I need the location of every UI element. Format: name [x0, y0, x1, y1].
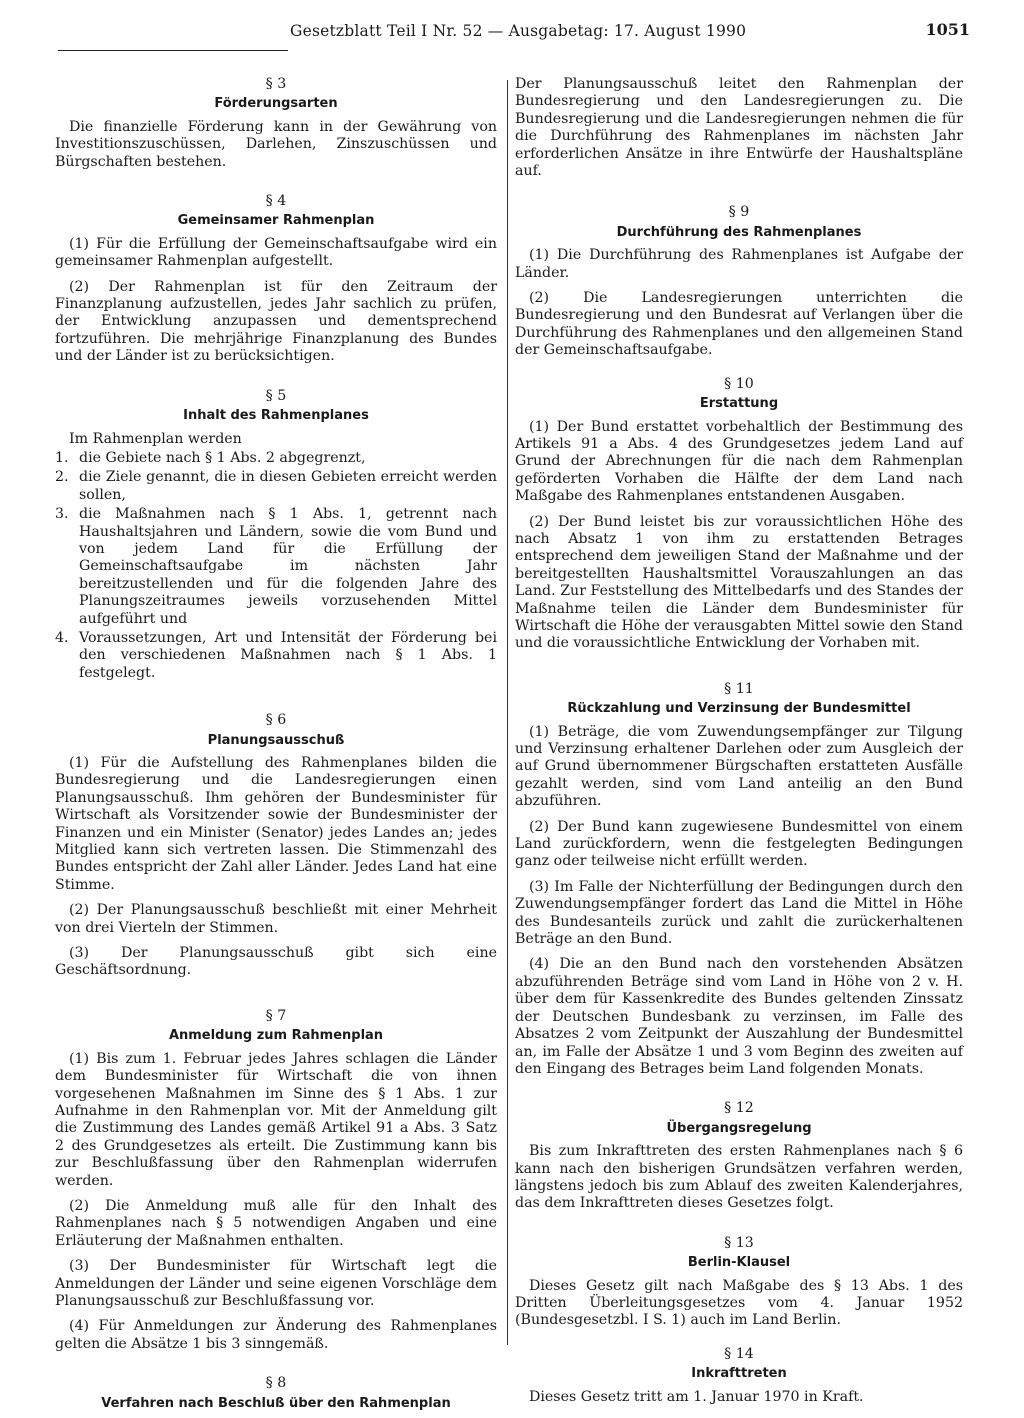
paragraph: (2) Der Bund leistet bis zur voraussichtlichen Höhe des nach Absatz 1 von ihm zu erstattenden Betrages entsprechend dem jeweiligen Stand der Maßnahme und der bereitgestellten Haushaltsmittel Vorauszahlungen an das Land. Zur Feststellung des Mittelbedarfs und des Standes der Maßnahme teilen die Länder dem Bundesminister für Wirtschaft die Höhe der verausgabten Mittel sowie den Stand und die voraussichtliche Entwicklung der Vorhaben mit.: [515, 513, 963, 652]
section-8: [55, 1375, 497, 1412]
section-10: [515, 376, 963, 653]
page-number: 1051: [925, 20, 970, 39]
section-title: Inhalt des Rahmenplanes: [183, 408, 369, 424]
paragraph: (3) Im Falle der Nichterfüllung der Bedingungen durch den Zuwendungsempfänger fordert das Land die Mittel in Höhe des Bundesanteils zurück und zahlt die zurückerhaltenen Beträge an den Bund.: [515, 878, 963, 948]
paragraph: (2) Die Landesregierungen unterrichten die Bundesregierung und den Bundesrat auf Verlangen über die Durchführung des Rahmenplanes und den allgemeinen Stand der Gemeinschaftsaufgabe.: [515, 290, 963, 359]
section-title: Verfahren nach Beschluß über den Rahmenplan: [101, 1395, 451, 1411]
right-column: [515, 76, 963, 1414]
section-title: Durchführung des Rahmenplanes: [616, 224, 862, 240]
section-number: § 9: [728, 204, 750, 221]
section-number: § 4: [265, 193, 287, 210]
section-title: Inkrafttreten: [691, 1366, 787, 1382]
paragraph: (1) Für die Erfüllung der Gemeinschaftsaufgabe wird ein gemeinsamer Rahmenplan aufgestellt.: [55, 235, 497, 270]
section-12: [515, 1100, 963, 1212]
section-title: Förderungsarten: [214, 96, 338, 112]
header-title: Gesetzblatt Teil I Nr. 52 — Ausgabetag: 17. August 1990: [290, 22, 747, 40]
list-number: 4.: [55, 629, 69, 646]
section-number: § 6: [265, 712, 287, 729]
paragraph: (2) Der Rahmenplan ist für den Zeitraum der Finanzplanung aufzustellen, jedes Jahr sachlich zu prüfen, der Entwicklung anzupassen und dementsprechend fortzuführen. Die mehrjährige Finanzplanung des Bundes und der Länder ist zu berücksichtigen.: [55, 278, 497, 365]
section-9: [515, 204, 963, 359]
section-title: Übergangsregelung: [666, 1120, 812, 1136]
section-title: Berlin-Klausel: [687, 1255, 791, 1271]
section-11: [515, 681, 963, 1079]
section-number: § 13: [724, 1234, 754, 1251]
list-text: Voraussetzungen, Art und Intensität der Förderung bei den verschiedenen Maßnahmen nach § 1 Abs. 1 festgelegt.: [79, 629, 497, 681]
numbered-list: [55, 450, 497, 682]
list-intro: Im Rahmenplan werden: [69, 430, 242, 447]
paragraph: Dieses Gesetz tritt am 1. Januar 1970 in Kraft.: [529, 1388, 864, 1405]
paragraph: (1) Für die Aufstellung des Rahmenplanes bilden die Bundesregierung und die Landesregierungen einen Planungsausschuß. Ihm gehören der Bundesminister für Wirtschaft als Vorsitzender sowie der Bundesminister der Finanzen und ein Minister (Senator) jedes Landes an; jedes Mitglied kann sich vertreten lassen. Die Stimmenzahl des Bundes entspricht der Zahl aller Länder. Jedes Land hat eine Stimme.: [55, 755, 497, 893]
section-number: § 12: [724, 1100, 754, 1117]
section-title: Rückzahlung und Verzinsung der Bundesmittel: [567, 701, 911, 717]
paragraph: (3) Der Planungsausschuß gibt sich eine Geschäftsordnung.: [55, 945, 497, 979]
section-number: § 5: [265, 387, 287, 404]
section-number: § 10: [724, 375, 754, 392]
section-number: § 14: [724, 1345, 754, 1362]
paragraph: Bis zum Inkrafttreten des ersten Rahmenplanes nach § 6 kann nach den bisherigen Grundsätzen verfahren werden, längstens jedoch bis zum Ablauf des zweiten Kalenderjahres, das dem Inkrafttreten dieses Gesetzes folgt.: [515, 1143, 963, 1212]
section-number: § 3: [265, 76, 287, 92]
list-text: die Ziele genannt, die in diesen Gebieten erreicht werden sollen,: [79, 469, 497, 503]
section-5: [55, 388, 497, 683]
list-number: 2.: [55, 469, 69, 486]
paragraph: (2) Der Bund kann zugewiesene Bundesmittel von einem Land zurückfordern, wenn die festgelegten Bedingungen ganz oder teilweise nicht erfüllt werden.: [515, 818, 963, 870]
section-number: § 11: [724, 680, 754, 697]
list-item: [55, 450, 497, 467]
list-text: die Gebiete nach § 1 Abs. 2 abgegrenzt,: [79, 449, 366, 466]
paragraph: (1) Bis zum 1. Februar jedes Jahres schlagen die Länder dem Bundesminister für Wirtschaft die von ihnen vorgesehenen Maßnahmen im Sinne des § 1 Abs. 1 zur Aufnahme in den Rahmenplan vor. Mit der Anmeldung gilt die Zustimmung des Landes gemäß Artikel 91 a Abs. 3 Satz 2 des Grundgesetzes als erteilt. Die Zustimmung kann bis zur Beschlußfassung über den Rahmenplan widerrufen werden.: [55, 1050, 497, 1189]
list-item: [55, 469, 497, 504]
header-rule: [58, 50, 288, 51]
section-title: Planungsausschuß: [207, 732, 345, 748]
section-number: § 7: [265, 1007, 287, 1024]
section-13: [515, 1235, 963, 1330]
paragraph: (1) Der Bund erstattet vorbehaltlich der Bestimmung des Artikels 91 a Abs. 4 des Grundgesetzes jedem Land auf Grund der Abrechnungen für die nach dem Rahmenplan geförderten Vorhaben die Hälfte der dem Land nach Maßgabe des Rahmenplanes entstandenen Ausgaben.: [515, 418, 963, 505]
section-title: Gemeinsamer Rahmenplan: [177, 213, 375, 229]
paragraph: (2) Die Anmeldung muß alle für den Inhalt des Rahmenplanes nach § 5 notwendigen Angaben und eine Erläuterung der Maßnahmen enthalten.: [55, 1197, 497, 1249]
paragraph: (1) Beträge, die vom Zuwendungsempfänger zur Tilgung und Verzinsung erhaltener Darlehen oder zum Ausgleich der auf Grund übernommener Bürgschaften erstatteten Ausfälle gezahlt werden, sind vom Land anteilig an den Bund abzuführen.: [515, 723, 963, 810]
section-7: [55, 1008, 497, 1353]
page-header: [58, 20, 970, 54]
paragraph-s8: Der Planungsausschuß leitet den Rahmenplan der Bundesregierung und den Landesregierungen zu. Die Bundesregierung und die Landesregierungen nehmen die für die Durchführung des Rahmenplanes im nächsten Jahr erforderlichen Ansätze in ihre Entwürfe der Haushaltspläne auf.: [515, 76, 963, 180]
paragraph: (4) Für Anmeldungen zur Änderung des Rahmenplanes gelten die Absätze 1 bis 3 sinngemäß.: [55, 1318, 497, 1352]
section-3: [55, 76, 497, 171]
section-number: § 8: [265, 1375, 287, 1392]
list-number: 1.: [55, 449, 69, 466]
list-item: [55, 630, 497, 682]
section-6: [55, 712, 497, 980]
paragraph: (1) Die Durchführung des Rahmenplanes ist Aufgabe der Länder.: [515, 247, 963, 281]
section-4: [55, 193, 497, 366]
paragraph: (4) Die an den Bund nach den vorstehenden Absätzen abzuführenden Beträge sind vom Land in Höhe von 2 v. H. über dem für Kassenkredite des Bundes geltenden Zinssatz der Deutschen Bundesbank zu verzinsen, im Falle des Absatzes 2 vom Zeitpunkt der Auszahlung der Bundesmittel an, im Falle der Absätze 1 und 3 vom Beginn des zweiten auf den Eingang des Betrages beim Land folgenden Monats.: [515, 956, 963, 1077]
list-item: [55, 506, 497, 628]
section-title: Erstattung: [699, 396, 779, 412]
list-text: die Maßnahmen nach § 1 Abs. 1, getrennt nach Haushaltsjahren und Ländern, sowie die vom Bund und von jedem Land für die Erfüllung der Gemeinschaftsaufgabe im nächsten Jahr bereitzustellenden und für die folgenden Jahre des Planungszeitraumes jeweils vorzusehenden Mittel aufgeführt und: [79, 506, 497, 627]
paragraph: Dieses Gesetz gilt nach Maßgabe des § 13 Abs. 1 des Dritten Überleitungsgesetzes vom 4. Januar 1952 (Bundesgesetzbl. I S. 1) auch im Land Berlin.: [515, 1277, 963, 1329]
section-14: [515, 1346, 963, 1406]
paragraph: (3) Der Bundesminister für Wirtschaft legt die Anmeldungen der Länder und seine eigenen Vorschläge dem Planungsausschuß zur Beschlußfassung vor.: [55, 1258, 497, 1309]
list-number: 3.: [55, 506, 69, 523]
left-column: [55, 76, 497, 1418]
section-title: Anmeldung zum Rahmenplan: [168, 1028, 384, 1044]
paragraph: Die finanzielle Förderung kann in der Gewährung von Investitionszuschüssen, Darlehen, Zinszuschüssen und Bürgschaften bestehen.: [55, 118, 497, 170]
paragraph: (2) Der Planungsausschuß beschließt mit einer Mehrheit von drei Vierteln der Stimmen.: [55, 902, 497, 936]
column-divider: [507, 80, 508, 1345]
